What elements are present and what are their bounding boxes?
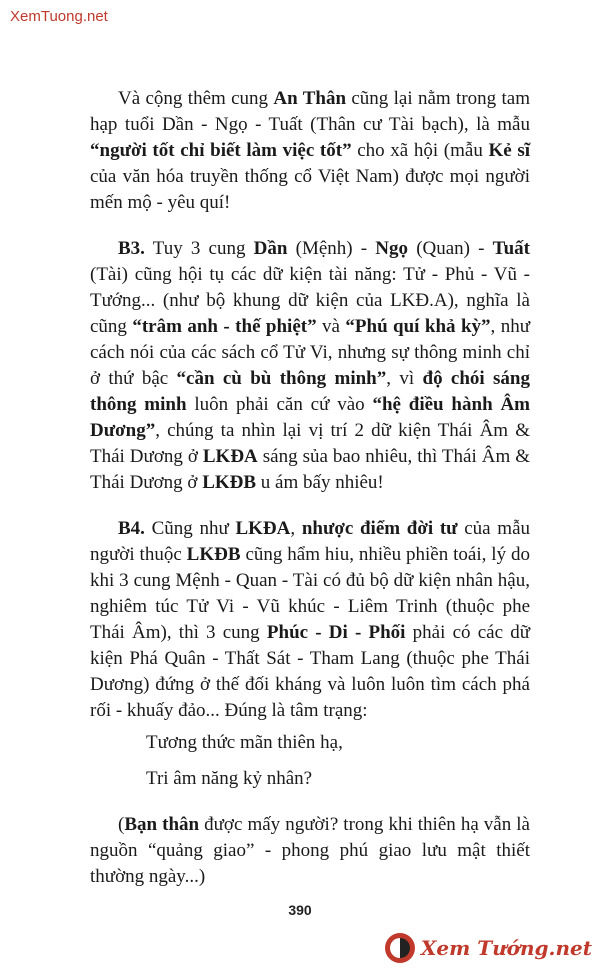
- bold-run: “hệ điều hành Âm Dương”: [90, 394, 530, 441]
- text-run: phải có các dữ kiện Phá Quân - Thất Sát - Tham Lang (thuộc phe Thái Dương) đứng ở thế đối kháng và luôn luôn tìm cách phá rối - khuấy đảo... Đúng là tâm trạng:: [90, 622, 531, 721]
- paragraph-an-than: [90, 86, 530, 216]
- bold-run: nhược điểm đời tư: [301, 518, 458, 539]
- text-run: luôn phải căn cứ vào: [186, 394, 373, 415]
- bold-run: Tuất: [492, 238, 530, 259]
- bold-run: An Thân: [273, 88, 347, 109]
- text-run: ,: [290, 518, 302, 539]
- text-run: và: [316, 316, 346, 337]
- page-number: 390: [288, 902, 312, 918]
- paragraph-ban-than: [90, 812, 530, 890]
- bold-run: Ngọ: [375, 238, 409, 259]
- text-run: (Mệnh) -: [287, 238, 376, 259]
- bold-run: LKĐA: [235, 518, 291, 539]
- bold-run: Bạn thân: [124, 814, 200, 835]
- paragraph-b3: [90, 236, 530, 496]
- text-run: cũng hẩm hiu, nhiều phiền toái, lý do khi 3 cung Mệnh - Quan - Tài có đủ bộ dữ kiện nhân hậu, nghiêm túc Tử Vi - Vũ khúc - Liêm Trinh (thuộc phe Thái Âm), thì 3 cung: [90, 544, 530, 643]
- text-run: Cũng như: [144, 518, 236, 539]
- bold-run: Phúc - Di - Phối: [266, 622, 406, 643]
- text-run: , chúng ta nhìn lại vị trí 2 dữ kiện Thái Âm & Thái Dương ở: [90, 420, 530, 467]
- text-run: của văn hóa truyền thống cổ Việt Nam) được mọi người mến mộ - yêu quí!: [90, 166, 530, 213]
- bold-run: “người tốt chỉ biết làm việc tốt”: [90, 140, 352, 161]
- text-run: của mẫu người thuộc: [90, 518, 531, 565]
- verse-line-1: Tương thức mãn thiên hạ,: [146, 732, 343, 753]
- text-run: cho xã hội (mẫu: [351, 140, 489, 161]
- section-label: B4.: [118, 518, 145, 539]
- paragraph-b4: [90, 516, 530, 724]
- text-run: , như cách nói của các sách cổ Tử Vi, nhưng sự thông minh chỉ ở thứ bậc: [90, 316, 530, 389]
- bold-run: Kẻ sĩ: [488, 140, 531, 161]
- text-run: u ám bấy nhiêu!: [256, 472, 384, 493]
- text-run: , vì: [386, 368, 423, 389]
- bold-run: “cần cù bù thông minh”: [176, 368, 387, 389]
- yinyang-icon: [385, 933, 415, 963]
- bold-run: “Phú quí khả kỳ”: [345, 316, 491, 337]
- logo-text: Xem Tướng.net: [420, 936, 592, 960]
- bold-run: LKĐA: [202, 446, 258, 467]
- bold-run: LKĐB: [186, 544, 241, 565]
- bold-run: Dần: [253, 238, 288, 259]
- section-label: B3.: [118, 238, 145, 259]
- text-run: Và cộng thêm cung: [118, 88, 274, 109]
- footer-logo: [385, 933, 592, 963]
- bold-run: LKĐB: [202, 472, 257, 493]
- page-body: [90, 86, 530, 890]
- site-watermark: XemTuong.net: [10, 8, 108, 25]
- bold-run: “trâm anh - thế phiệt”: [132, 316, 317, 337]
- bold-run: độ chói sáng thông minh: [90, 368, 530, 415]
- text-run: (Tài) cũng hội tụ các dữ kiện tài năng: Tử - Phủ - Vũ - Tướng... (như bộ khung dữ kiện của LKĐ.A), nghĩa là cũng: [90, 264, 530, 337]
- text-run: (: [118, 814, 125, 835]
- text-run: (Quan) -: [408, 238, 493, 259]
- verse-line-2: Tri âm năng kỷ nhân?: [146, 768, 313, 789]
- text-run: được mấy người? trong khi thiên hạ vẫn là nguồn “quảng giao” - phong phú giao lưu mật thiết thường ngày...): [90, 814, 530, 887]
- text-run: sáng sủa bao nhiêu, thì Thái Âm & Thái Dương ở: [90, 446, 530, 493]
- text-run: Tuy 3 cung: [144, 238, 254, 259]
- text-run: cũng lại nằm trong tam hạp tuổi Dần - Ngọ - Tuất (Thân cư Tài bạch), là mẫu: [90, 88, 530, 135]
